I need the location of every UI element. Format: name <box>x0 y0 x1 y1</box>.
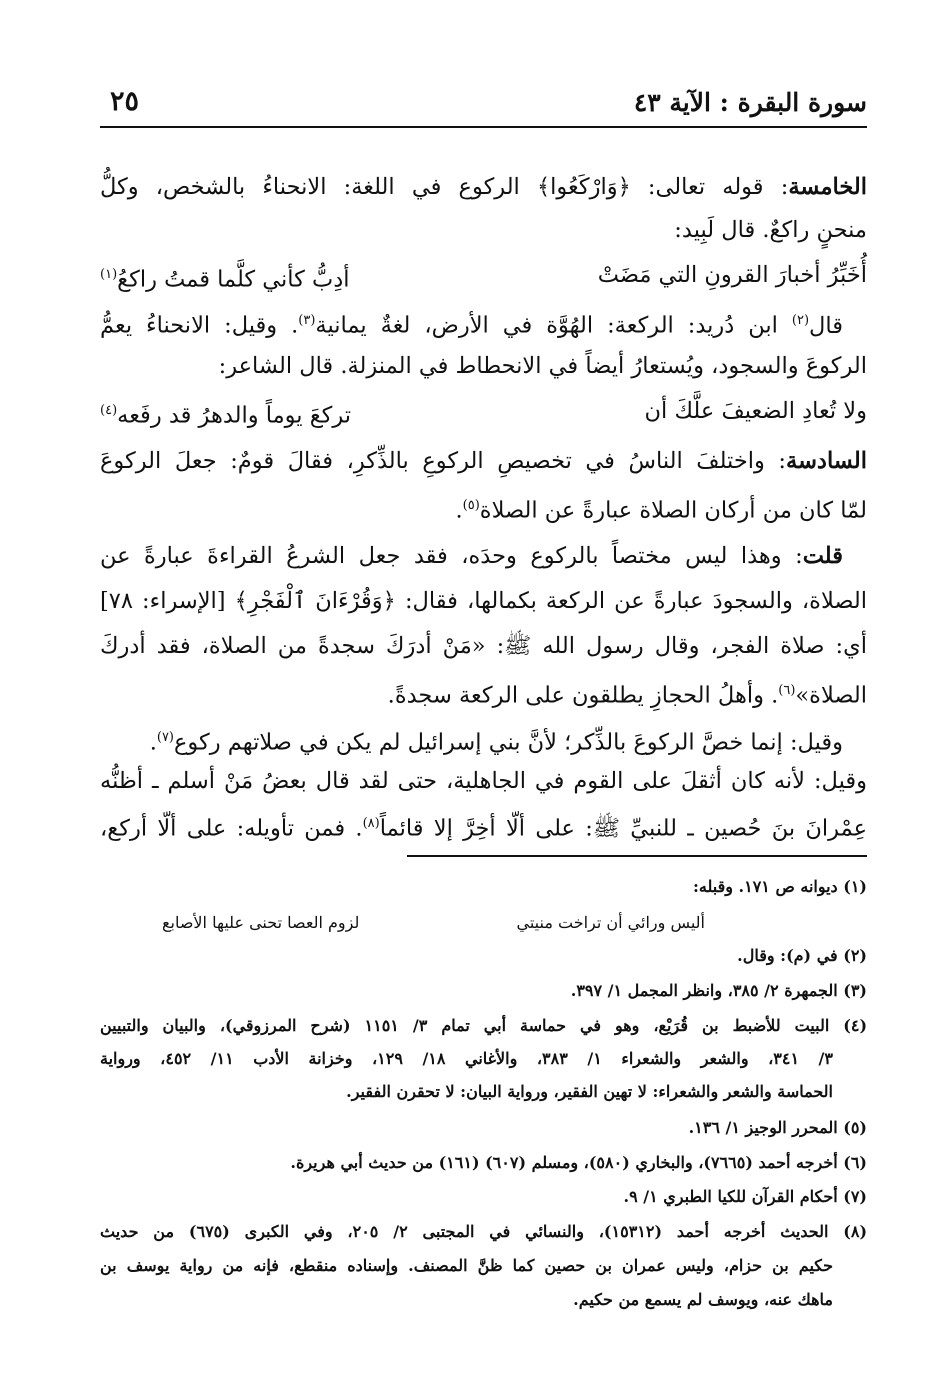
body-text: ابن دُريد: الركعة: الهُوَّة في الأرض، لغةٌ يمانية <box>315 312 778 339</box>
body-line-5: الركوعَ والسجود، ويُستعارُ أيضاً في الانحطاط في المنزلة. قال الشاعر: <box>218 353 867 379</box>
page-number: ٢٥ <box>110 86 140 117</box>
body-line-9 <box>100 541 867 571</box>
verse-1-first-hemistich: أُخَبِّرُ أخبارَ القرونِ التي مَضَتْ <box>597 262 867 288</box>
footnote-4-line-3: الحماسة والشعر والشعراء: لا تهين الفقير، ورواية البيان: لا تحقرن الفقير. <box>346 1082 833 1101</box>
verse-2-second-hemistich <box>100 396 351 431</box>
body-text: . فمن تأويله: على ألّا أركع، <box>100 815 363 842</box>
footnote-1-verse-second: لزوم العصا تحنى عليها الأصابع <box>162 913 360 932</box>
footnote-7: (٧) أحكام القرآن للكيا الطبري ١/ ٩. <box>623 1187 867 1206</box>
footnote-ref: (١) <box>100 267 118 282</box>
body-text: لمّا كان من أركان الصلاة عبارةً عن الصلاة <box>479 497 867 524</box>
body-line-8 <box>100 491 867 526</box>
body-line-7 <box>100 446 867 476</box>
body-line-12 <box>100 676 867 711</box>
footnote-ref: (٨) <box>362 816 380 831</box>
verse-text: أدِبُّ كأني كلَّما قمتُ راكعُ <box>117 266 350 293</box>
footnote-3: (٣) الجمهرة ٢/ ٣٨٥، وانظر المجمل ١/ ٣٩٧. <box>570 981 867 1000</box>
footnote-separator <box>407 855 867 857</box>
body-text: : واختلفَ الناسُ في تخصيصِ الركوعِ بالذِّكرِ، فقالَ قومٌ: جعلَ الركوعَ <box>100 448 787 474</box>
body-line-1 <box>100 172 867 202</box>
footnote-ref: (٥) <box>462 498 480 513</box>
body-line-4 <box>100 306 867 341</box>
qultu-lead: قلت <box>802 543 843 569</box>
body-text: . وأهلُ الحجازِ يطلقون على الركعة سجدةً. <box>387 682 779 709</box>
verse-2-first-hemistich: ولا تُعادِ الضعيفَ علَّكَ أن <box>644 398 867 424</box>
footnote-ref: (٣) <box>298 313 316 328</box>
footnote-8-line-3: ماهك عنه، ويوسف لم يسمع من حكيم. <box>573 1290 833 1309</box>
footnote-1: (١) ديوانه ص ١٧١. وقبله: <box>692 877 867 896</box>
body-line-15 <box>100 809 867 844</box>
footnote-ref: (٢) <box>791 313 810 328</box>
body-line-10: الصلاة، والسجودَ عبارةً عن الركعة بكمالها، فقال: ﴿وَقُرْءَانَ ٱلْفَجْرِ﴾ [الإسراء: ٧٨] <box>100 588 867 614</box>
footnote-4-line-1: (٤) البيت للأضبط بن قُرَيْع، وهو في حماسة أبي تمام ٣/ ١١٥١ (شرح المرزوقي)، والبيان والتبيين <box>100 1016 868 1035</box>
footnote-1-verse-first: أليس ورائي أن تراخت منيتي <box>516 913 705 932</box>
footnote-ref: (٧) <box>156 730 174 745</box>
body-text: وقيل: إنما خصَّ الركوعَ بالذِّكر؛ لأنَّ بني إسرائيل لم يكن في صلاتهم ركوع <box>174 729 843 756</box>
footnote-5: (٥) المحرر الوجيز ١/ ١٣٦. <box>688 1118 867 1137</box>
footnote-8-line-2: حكيم بن حزام، وليس عمران بن حصين كما ظنَّ المصنف. وإسناده منقطع، فإنه من رواية يوسف بن <box>100 1256 833 1275</box>
running-header-title: سورة البقرة : الآية ٤٣ <box>633 88 867 117</box>
body-line-2: منحنٍ راكعٌ. قال لَبِيد: <box>674 217 867 243</box>
verse-text: تركعَ يوماً والدهرُ قد رفَعه <box>117 402 352 429</box>
body-line-11: أي: صلاة الفجر، وقال رسول الله ﷺ: «مَنْ أدرَكَ سجدةً من الصلاة، فقد أدركَ <box>100 633 867 659</box>
footnote-2: (٢) في (م): وقال. <box>737 946 867 965</box>
footnote-6: (٦) أخرجه أحمد (٧٦٦٥)، والبخاري (٥٨٠)، ومسلم (٦٠٧) (١٦١) من حديث أبي هريرة. <box>290 1153 867 1172</box>
body-text: . <box>455 497 463 524</box>
footnote-4-line-2: ٣/ ٣٤١، والشعر والشعراء ١/ ٣٨٣، والأغاني ١٨/ ١٢٩، وخزانة الأدب ١١/ ٤٥٢، ورواية <box>100 1049 833 1068</box>
header-rule <box>100 126 867 128</box>
footnote-ref: (٦) <box>778 683 796 698</box>
section-lead-khamisa: الخامسة <box>788 174 867 200</box>
body-text: الصلاة» <box>795 682 867 709</box>
body-text: : وهذا ليس مختصاً بالركوع وحدَه، فقد جعل الشرعُ القراءةَ عبارةً عن <box>100 543 803 569</box>
body-text: عِمْرانَ بنَ حُصين ـ للنبيِّ ﷺ: على ألّا أخِرَّ إلا قائماً <box>379 815 867 842</box>
body-line-13 <box>100 723 867 758</box>
body-line-14: وقيل: لأنه كان أثقلَ على القوم في الجاهلية، حتى لقد قال بعضُ مَنْ أسلم ـ أظنُّه <box>100 768 867 794</box>
footnote-8-line-1: (٨) الحديث أخرجه أحمد (١٥٣١٢)، والنسائي في المجتبى ٢/ ٢٠٥، وفي الكبرى (٦٧٥) من حديث <box>100 1222 868 1241</box>
verse-1-second-hemistich <box>100 260 349 295</box>
body-text: . <box>149 729 157 756</box>
body-text: قال <box>809 312 843 339</box>
section-lead-sadisa: السادسة <box>786 448 867 474</box>
footnote-ref: (٤) <box>100 403 118 418</box>
body-text: . وقيل: الانحناءُ يعمُّ <box>100 312 299 339</box>
body-text: : قوله تعالى: ﴿وَارْكَعُوا﴾ الركوع في اللغة: الانحناءُ بالشخص، وكلُّ <box>100 174 789 200</box>
